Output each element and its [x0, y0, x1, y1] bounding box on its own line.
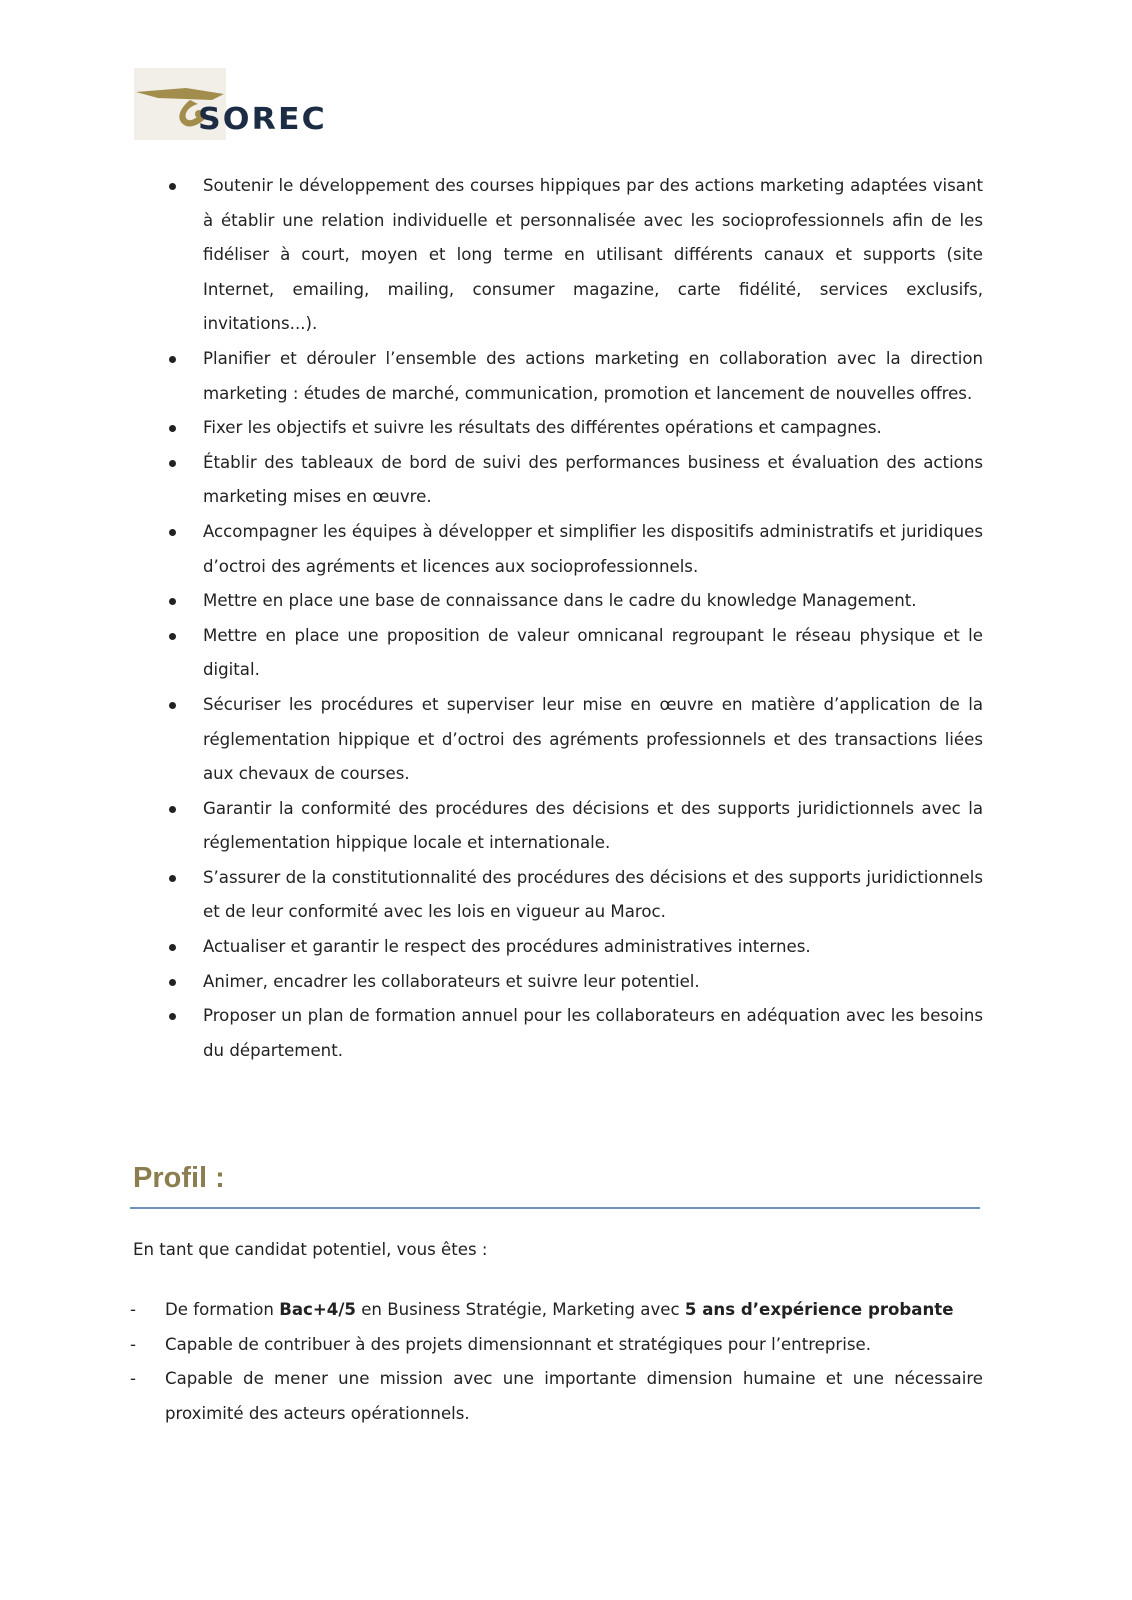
section-divider: [130, 1207, 980, 1209]
bullet-icon: [169, 425, 176, 432]
list-item: Garantir la conformité des procédures des décisions et des supports juridictionnels avec la réglementation hippique locale et internationale.: [163, 792, 983, 861]
list-item: S’assurer de la constitutionnalité des procédures des décisions et des supports juridictionnels et de leur conformité avec les lois en vigueur au Maroc.: [163, 861, 983, 930]
bullet-icon: [169, 979, 176, 986]
bullet-icon: [169, 944, 176, 951]
list-item: Actualiser et garantir le respect des procédures administratives internes.: [163, 930, 983, 965]
bullet-icon: [169, 806, 176, 813]
bullet-icon: [169, 183, 176, 190]
profil-list: [130, 1293, 983, 1431]
list-item: Animer, encadrer les collaborateurs et suivre leur potentiel.: [163, 965, 983, 1000]
bullet-icon: [169, 356, 176, 363]
list-item: Sécuriser les procédures et superviser leur mise en œuvre en matière d’application de la réglementation hippique et d’octroi des agréments professionnels et des transactions liées aux chevaux de courses.: [163, 688, 983, 792]
profil-intro: En tant que candidat potentiel, vous êtes :: [133, 1240, 488, 1259]
bullet-icon: [169, 1013, 176, 1020]
dash-marker: -: [130, 1300, 136, 1319]
list-item: Mettre en place une base de connaissance dans le cadre du knowledge Management.: [163, 584, 983, 619]
list-item: Fixer les objectifs et suivre les résultats des différentes opérations et campagnes.: [163, 411, 983, 446]
list-item: Accompagner les équipes à développer et simplifier les dispositifs administratifs et juridiques d’octroi des agréments et licences aux socioprofessionnels.: [163, 515, 983, 584]
bullet-icon: [169, 598, 176, 605]
list-item: - Capable de contribuer à des projets dimensionnant et stratégiques pour l’entreprise.: [130, 1328, 983, 1363]
bullet-icon: [169, 460, 176, 467]
list-item: Établir des tableaux de bord de suivi des performances business et évaluation des actions marketing mises en œuvre.: [163, 446, 983, 515]
list-item: Soutenir le développement des courses hippiques par des actions marketing adaptées visant à établir une relation individuelle et personnalisée avec les socioprofessionnels afin de les fidéliser à court, moyen et long terme en utilisant différents canaux et supports (site Internet, emailing, mailing, consumer magazine, carte fidélité, services exclusifs, invitations...).: [163, 169, 983, 342]
responsibilities-list: [163, 169, 983, 1068]
list-item: Proposer un plan de formation annuel pour les collaborateurs en adéquation avec les besoins du département.: [163, 999, 983, 1068]
bullet-icon: [169, 875, 176, 882]
bullet-icon: [169, 529, 176, 536]
list-item: Mettre en place une proposition de valeur omnicanal regroupant le réseau physique et le digital.: [163, 619, 983, 688]
list-item: - Capable de mener une mission avec une importante dimension humaine et une nécessaire proximité des acteurs opérationnels.: [130, 1362, 983, 1431]
bullet-icon: [169, 633, 176, 640]
list-item: - De formation Bac+4/5 en Business Stratégie, Marketing avec 5 ans d’expérience probante: [130, 1293, 983, 1328]
logo-wordmark: SOREC: [198, 102, 327, 137]
sorec-logo: [128, 64, 368, 144]
list-item: Planifier et dérouler l’ensemble des actions marketing en collaboration avec la direction marketing : études de marché, communication, promotion et lancement de nouvelles offres.: [163, 342, 983, 411]
bullet-icon: [169, 702, 176, 709]
section-title-profil: Profil :: [133, 1162, 225, 1194]
dash-marker: -: [130, 1334, 136, 1354]
dash-marker: -: [130, 1369, 136, 1389]
